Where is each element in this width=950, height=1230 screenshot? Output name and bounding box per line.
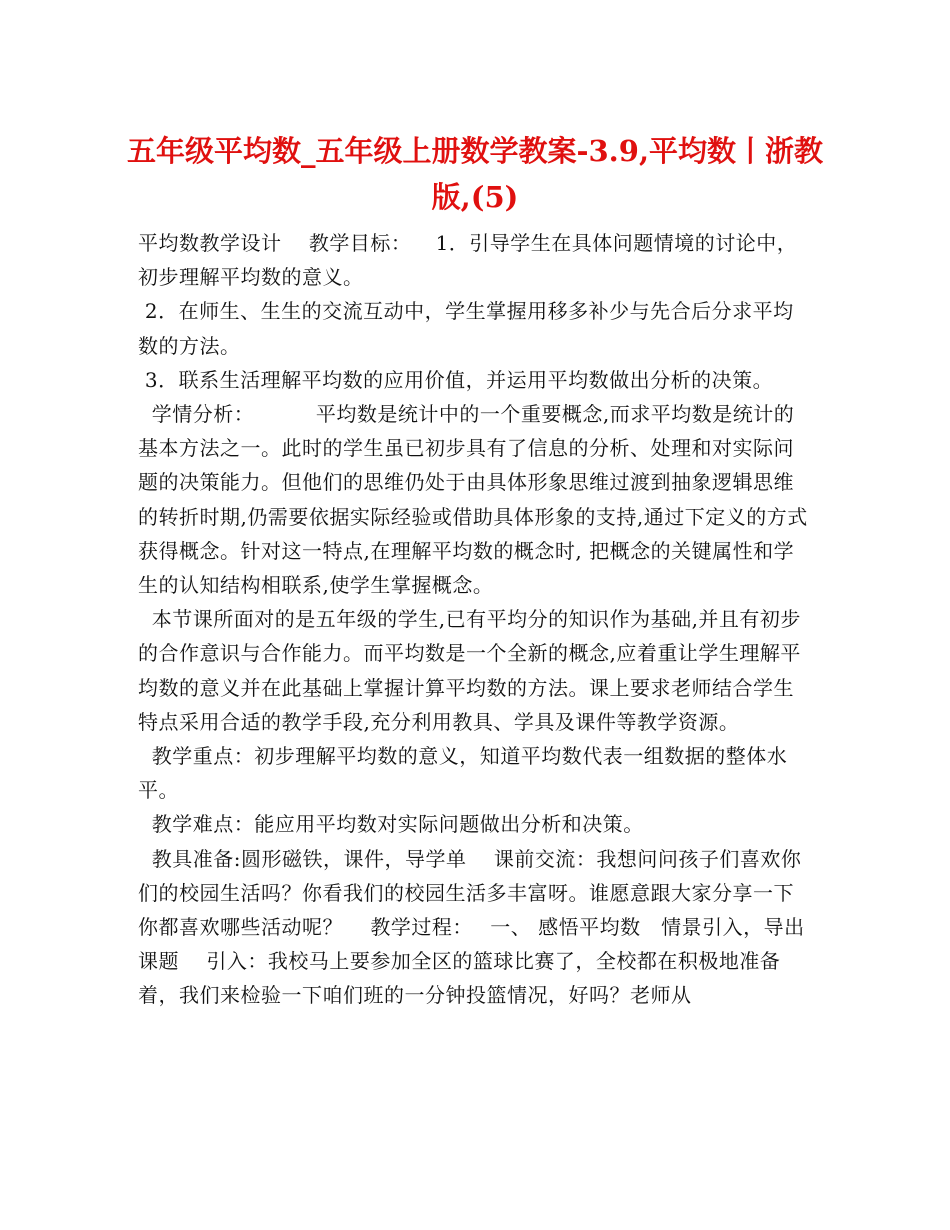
paragraph-teaching-goals: 平均数教学设计 教学目标： 1．引导学生在具体问题情境的讨论中，初步理解平均数的意义。 — [138, 231, 798, 290]
paragraph-goal-3: 3．联系生活理解平均数的应用价值，并运用平均数做出分析的决策。 — [138, 367, 774, 392]
paragraph-class-context: 本节课所面对的是五年级的学生,已有平均分的知识作为基础,并且有初步的合作意识与合作能力。而平均数是一个全新的概念,应着重让学生理解平均数的意义并在此基础上掌握计算平均数的方法。课上要求老师结合学生特点采用合适的教学手段,充分利用教具、学具及课件等教学资源。 — [138, 607, 801, 734]
paragraph-preparation-process: 教具准备:圆形磁铁，课件，导学单 课前交流：我想问问孩子们喜欢你们的校园生活吗？你看我们的校园生活多丰富呀。谁愿意跟大家分享一下你都喜欢哪些活动呢？ 教学过程： 一、 感悟平均数 情景引入，导出课题 引入：我校马上要参加全区的篮球比赛了，全校都在积极地准备着，我们来检验一下咱们班的一分钟投篮情况，好吗？老师从 — [138, 846, 805, 1008]
paragraph-student-analysis: 学情分析： 平均数是统计中的一个重要概念,而求平均数是统计的基本方法之一。此时的学生虽已初步具有了信息的分析、处理和对实际问题的决策能力。但他们的思维仍处于由具体形象思维过渡到抽象逻辑思维的转折时期,仍需要依据实际经验或借助具体形象的支持,通过下定义的方式获得概念。针对这一特点,在理解平均数的概念时, 把概念的关键属性和学生的认知结构相联系,使学生掌握概念。 — [138, 402, 808, 598]
paragraph-goal-2: 2．在师生、生生的交流互动中，学生掌握用移多补少与先合后分求平均数的方法。 — [138, 299, 794, 358]
paragraph-difficult-point: 教学难点：能应用平均数对实际问题做出分析和决策。 — [138, 812, 644, 837]
document-body — [138, 226, 814, 1013]
paragraph-key-point: 教学重点：初步理解平均数的意义，知道平均数代表一组数据的整体水平。 — [138, 744, 788, 803]
document-title: 五年级平均数_五年级上册数学教案-3.9,平均数丨浙教版,(5) — [126, 134, 824, 214]
